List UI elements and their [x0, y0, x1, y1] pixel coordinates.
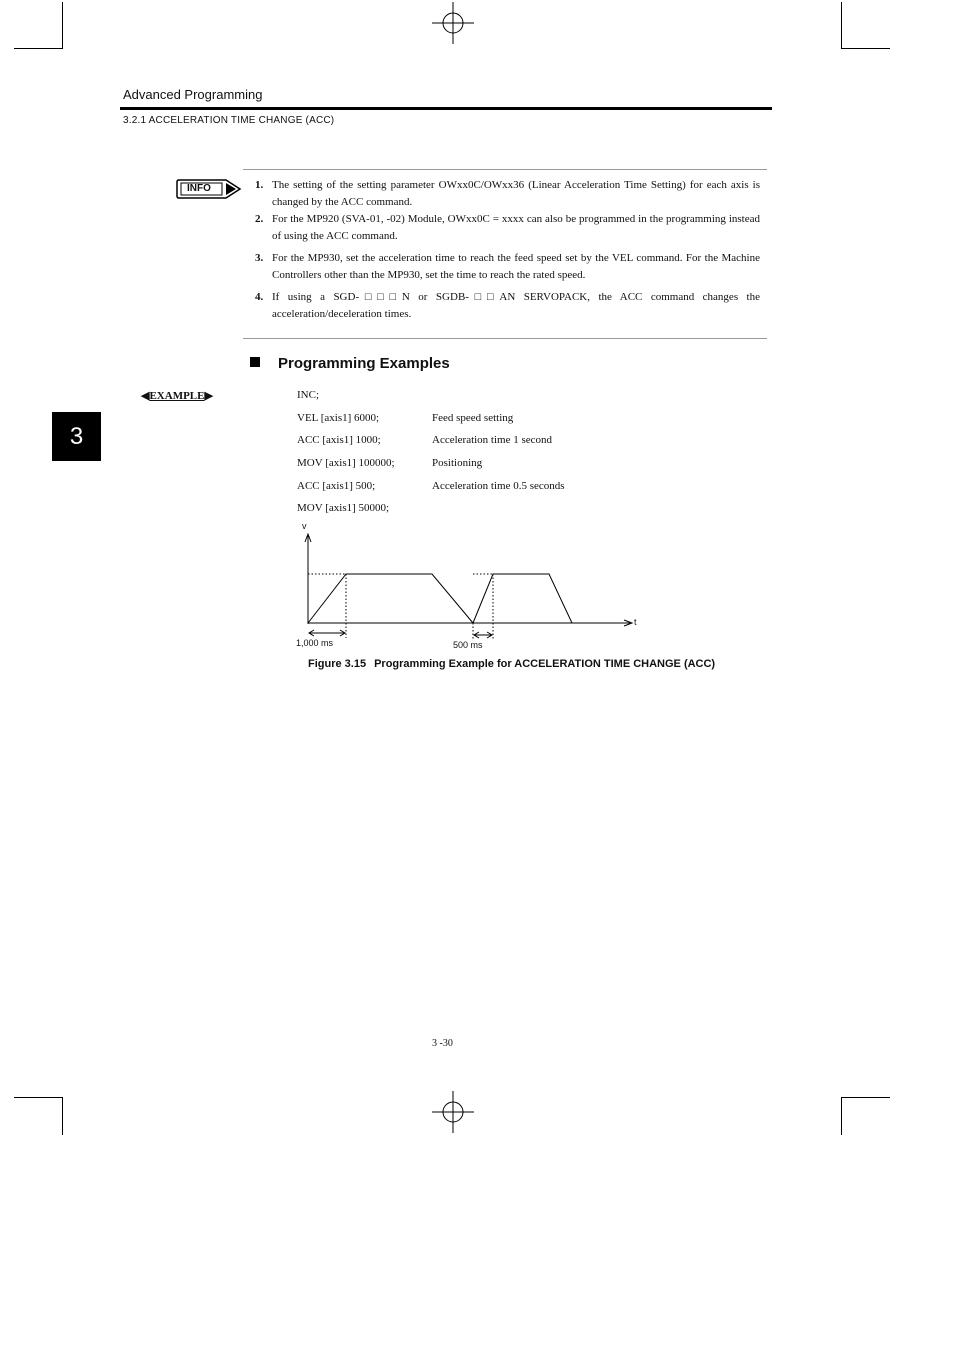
note-number: 4.: [255, 291, 264, 303]
dim-1000ms-label: 1,000 ms: [296, 638, 334, 648]
info-note-3: [255, 250, 760, 284]
note-number: 1.: [255, 179, 264, 191]
info-note-2: [255, 211, 760, 245]
note-text: For the MP930, set the acceleration time to reach the feed speed set by the VEL command. For the Machine Controllers other than the MP930, set the time to reach the rated speed.: [272, 252, 760, 281]
info-top-rule: [243, 169, 767, 170]
code-line-2: VEL [axis1] 6000;: [297, 412, 380, 424]
example-label: EXAMPLE: [149, 390, 205, 402]
right-triangle-icon: ▶: [204, 390, 213, 402]
section-bullet-icon: [250, 357, 260, 367]
t-axis: [308, 620, 632, 626]
figure-caption: [308, 658, 715, 670]
note-number: 3.: [255, 252, 264, 264]
note-number: 2.: [255, 213, 264, 225]
v-axis-label: v: [302, 521, 307, 531]
header-subsection: 3.2.1 ACCELERATION TIME CHANGE (ACC): [123, 115, 335, 126]
info-note-4: [255, 289, 760, 323]
velocity-profile-diagram: [290, 520, 650, 655]
left-triangle-icon: ◀: [141, 390, 150, 402]
code-comment-3: Acceleration time 1 second: [432, 434, 553, 446]
dim-500ms-label: 500 ms: [453, 640, 483, 650]
code-line-1: INC;: [297, 389, 319, 401]
code-line-3: ACC [axis1] 1000;: [297, 434, 381, 446]
section-title: Programming Examples: [278, 355, 450, 372]
example-tag: [141, 389, 213, 402]
note-text: If using a SGD-□□□N or SGDB-□□AN SERVOPACK, the ACC command changes the acceleration/deceleration times.: [272, 291, 760, 320]
registration-mark-bottom: [432, 1091, 474, 1133]
profile-move-2: [473, 574, 572, 623]
code-line-6: MOV [axis1] 50000;: [297, 502, 390, 514]
code-line-5: ACC [axis1] 500;: [297, 480, 376, 492]
note-text: The setting of the setting parameter OWxx0C/OWxx36 (Linear Acceleration Time Setting) for each axis is changed by the ACC command.: [272, 179, 760, 208]
code-comment-5: Acceleration time 0.5 seconds: [432, 480, 565, 492]
dimension-1000ms: [309, 630, 345, 636]
note-text: For the MP920 (SVA-01, -02) Module, OWxx0C = xxxx can also be programmed in the programming instead of using the ACC command.: [272, 213, 760, 242]
registration-mark-top: [432, 2, 474, 44]
code-comment-4: Positioning: [432, 457, 483, 469]
header-title: Advanced Programming: [123, 87, 263, 102]
code-comment-2: Feed speed setting: [432, 412, 514, 424]
info-bottom-rule: [243, 338, 767, 339]
t-axis-label: t: [634, 617, 637, 627]
info-note-1: [255, 177, 760, 211]
section-heading: [250, 355, 450, 372]
header-rule: [120, 107, 772, 110]
code-line-4: MOV [axis1] 100000;: [297, 457, 395, 469]
page-number: 3 -30: [432, 1038, 453, 1049]
figure-caption-text: Programming Example for ACCELERATION TIME CHANGE (ACC): [374, 658, 716, 670]
profile-move-1: [308, 574, 473, 623]
dimension-500ms: [474, 632, 492, 638]
chapter-tab: 3: [52, 412, 101, 461]
info-badge-label: INFO: [187, 183, 211, 194]
v-axis: [305, 534, 311, 624]
figure-number: Figure 3.15: [308, 658, 367, 670]
